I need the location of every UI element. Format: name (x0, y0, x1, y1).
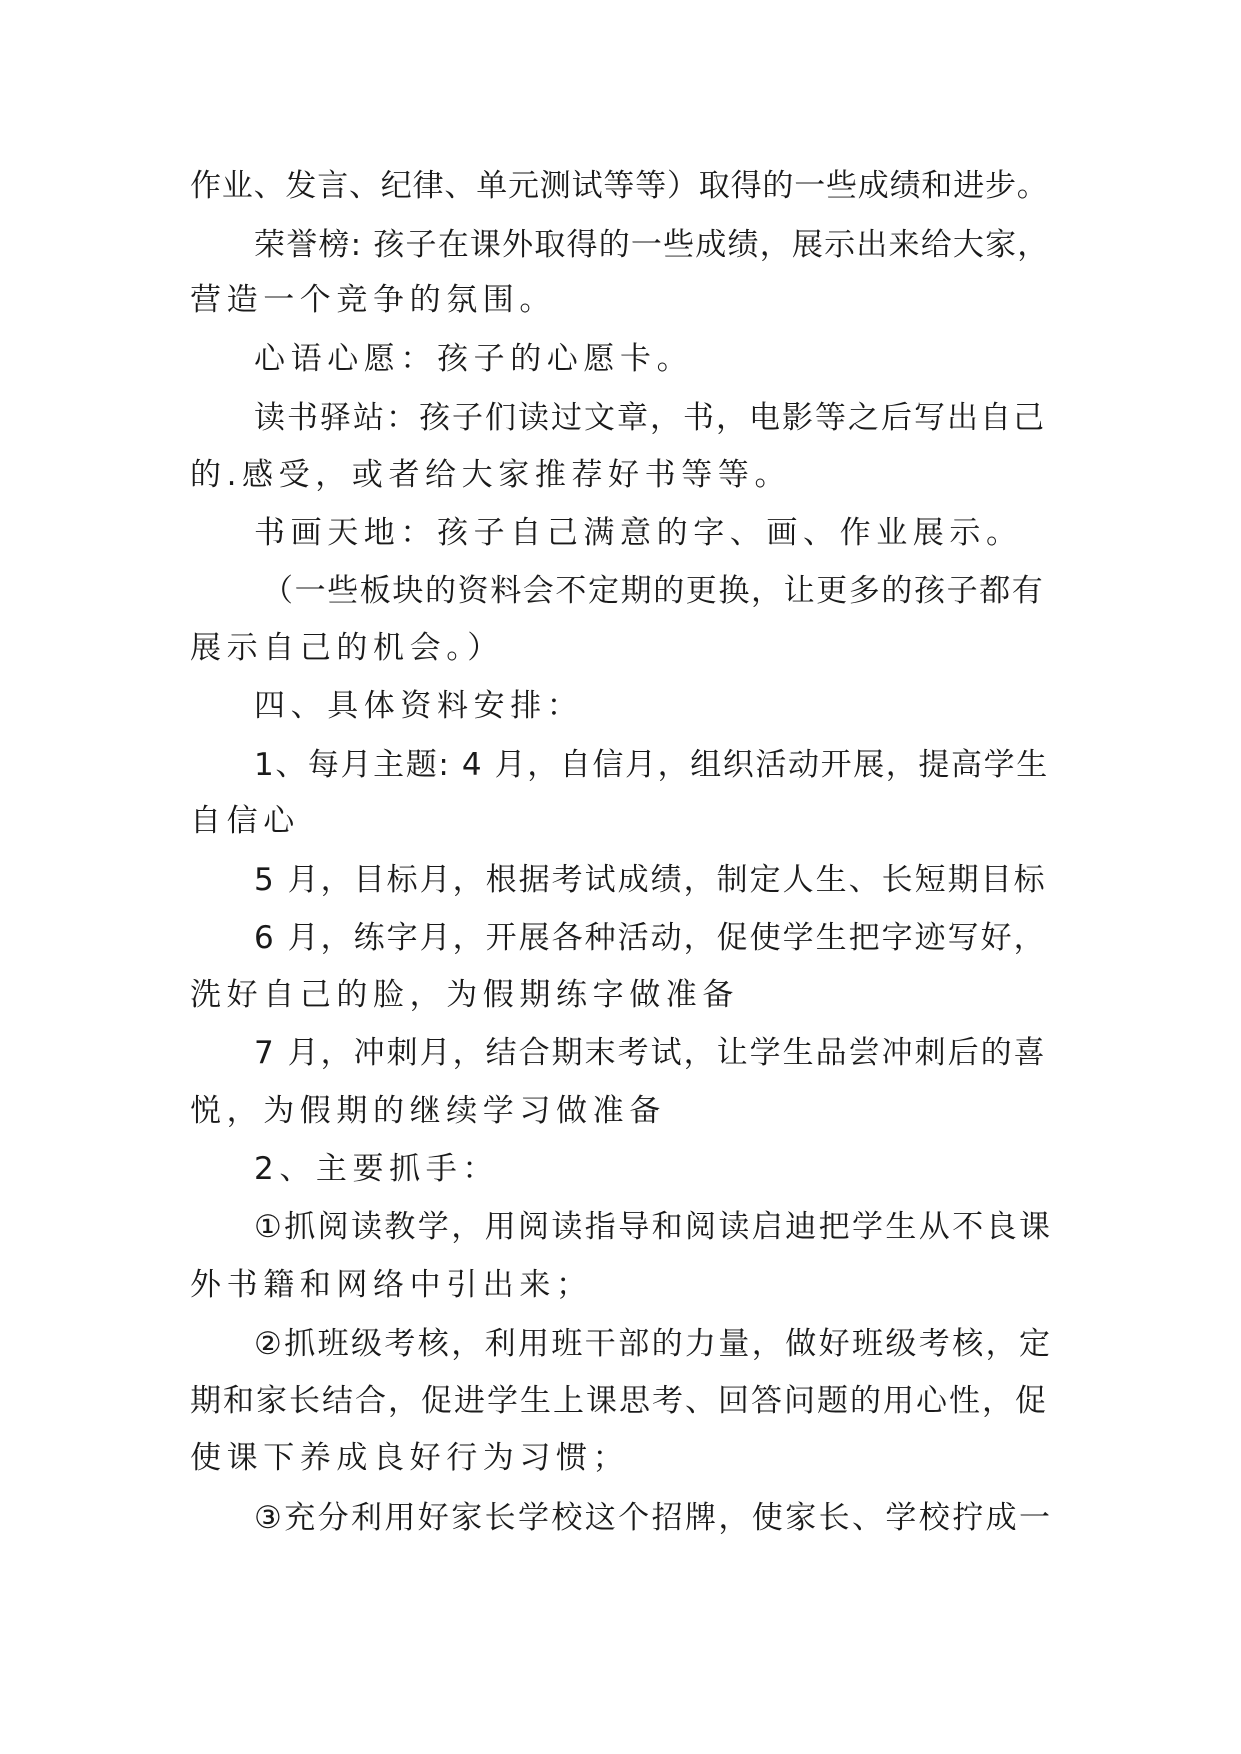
paragraph-line: 洗好自己的脸，为假期练字做准备 (190, 977, 739, 1013)
paragraph-line: ③充分利用好家长学校这个招牌，使家长、学校拧成一 (254, 1500, 1053, 1536)
paragraph-line: 读书驿站：孩子们读过文章，书，电影等之后写出自己 (254, 400, 1046, 436)
paragraph-line: 荣誉榜: 孩子在课外取得的一些成绩，展示出来给大家， (254, 227, 1050, 263)
paragraph-line: 心语心愿：孩子的心愿卡。 (254, 341, 694, 377)
paragraph-line: 作业、发言、纪律、单元测试等等）取得的一些成绩和进步。 (190, 168, 1049, 204)
paragraph-line: 自信心 (190, 803, 300, 839)
paragraph-line: 外书籍和网络中引出来； (190, 1267, 593, 1303)
paragraph-line: 2、主要抓手： (254, 1151, 499, 1187)
paragraph-line: 1、每月主题: 4 月，自信月，组织活动开展，提高学生 (254, 747, 1049, 783)
paragraph-line: 的.感受，或者给大家推荐好书等等。 (190, 457, 792, 493)
paragraph-line: ②抓班级考核，利用班干部的力量，做好班级考核，定 (254, 1326, 1053, 1362)
paragraph-line: ①抓阅读教学，用阅读指导和阅读启迪把学生从不良课 (254, 1209, 1053, 1245)
paragraph-line: 7 月，冲刺月，结合期末考试，让学生品尝冲刺后的喜 (254, 1035, 1047, 1071)
paragraph-line: 期和家长结合，促进学生上课思考、回答问题的用心性，促 (190, 1383, 1048, 1419)
paragraph-line: 5 月，目标月，根据考试成绩，制定人生、长短期目标 (254, 862, 1047, 898)
paragraph-line: 悦，为假期的继续学习做准备 (190, 1093, 666, 1129)
paragraph-line: 书画天地：孩子自己满意的字、画、作业展示。 (254, 515, 1023, 551)
paragraph-line: 使课下养成良好行为习惯； (190, 1440, 630, 1476)
paragraph-line: 四、具体资料安排： (254, 688, 584, 724)
paragraph-line: 6 月，练字月，开展各种活动，促使学生把字迹写好， (254, 920, 1047, 956)
paragraph-line: 展示自己的机会。） (190, 630, 504, 666)
paragraph-line: （一些板块的资料会不定期的更换，让更多的孩子都有 (262, 573, 1045, 609)
paragraph-line: 营造一个竞争的氛围。 (190, 282, 556, 318)
